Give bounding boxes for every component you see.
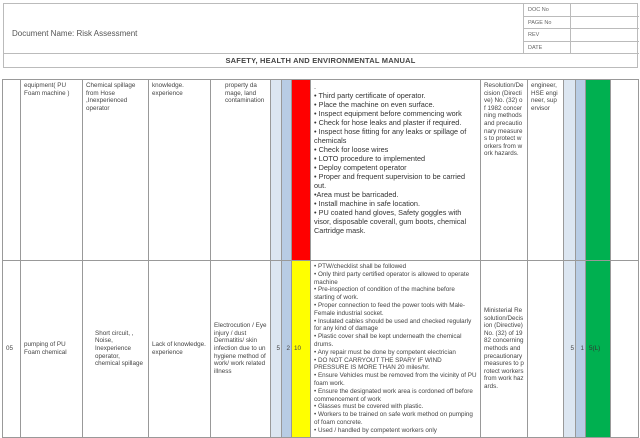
consequence-cell: Electrocution / Eye injury / dust Dermatitis/ skin infection due to un hygiene method of work/ work related illness: [211, 261, 271, 438]
likelihood-cell: 2: [282, 261, 292, 438]
date-field: DATE: [523, 42, 639, 55]
control-measure: • Inspect hose fitting for any leaks or spillage of chemicals: [314, 127, 467, 145]
remarks-cell: [611, 261, 639, 438]
residual-risk-cell: 5(L): [586, 261, 611, 438]
consequence-cell: property da mage, land contamination: [211, 80, 271, 261]
control-measure: • Check for hose leaks and plaster if required.: [314, 118, 462, 127]
residual-severity-cell: 5: [564, 261, 576, 438]
manual-title: SAFETY, HEALTH AND ENVIRONMENTAL MANUAL: [3, 53, 638, 68]
control-measure: • Any repair must be done by competent electrician: [314, 348, 456, 356]
activity-cell: pumping of PU Foam chemical: [21, 261, 83, 438]
risk-table: [2, 79, 639, 438]
table-row: [3, 80, 639, 261]
responsible-cell: [528, 261, 564, 438]
control-measure: • LOTO procedure to implemented: [314, 154, 426, 163]
responsible-cell: engineer, HSE engineer, supervisor: [528, 80, 564, 261]
remarks-cell: [611, 80, 639, 261]
hazard-cell: Short circuit, , Noise, Inexperience operator, chemical spillage: [83, 261, 149, 438]
table-row: [3, 261, 639, 438]
control-measure: • Install machine in safe location.: [314, 199, 420, 208]
cause-cell: Lack of knowledge. experience: [149, 261, 211, 438]
doc-no-field: DOC No: [523, 4, 639, 17]
control-measure: •Area must be barricaded.: [314, 190, 399, 199]
control-measure: .: [314, 82, 317, 91]
control-measure: • Ensure the designated work area is cordoned off before commencement of work: [314, 387, 473, 403]
cause-cell: knowledge. experience: [149, 80, 211, 261]
control-measure: • PTW/checklist shall be followed: [314, 263, 407, 270]
page-no-field: PAGE No: [523, 17, 639, 30]
residual-likelihood-cell: [576, 80, 586, 261]
hazard-cell: Chemical spillage from Hose ,Inexperienced operator: [83, 80, 149, 261]
residual-likelihood-cell: 1: [576, 261, 586, 438]
control-measure: • Glasses must be covered with plastic.: [314, 403, 424, 411]
control-measure: • Workers to be trained on safe work method on pumping of foam concrete.: [314, 411, 473, 426]
control-measure: • Place the machine on even surface.: [314, 100, 435, 109]
control-measure: • Pre-inspection of condition of the machine before starting of work.: [314, 286, 455, 302]
control-measure: • Used / handled by competent workers only: [314, 426, 437, 434]
risk-rating-cell: [292, 80, 311, 261]
legal-cell: Resolution/Decision (Directive) No. (32) of 1982 concerning methods and precautionary measures to protect workers from work hazards.: [481, 80, 528, 261]
control-measure: • Third party certificate of operator.: [314, 91, 426, 100]
control-measure: • Check for loose wires: [314, 145, 389, 154]
severity-cell: 5: [271, 261, 282, 438]
document-name: Document Name: Risk Assessment: [12, 29, 138, 38]
row-number: 05: [3, 261, 21, 438]
legal-cell: Ministerial Resolution/Decision (Directive) No. (32) of 1982 concerning methods and precautionary measures to protect workers from work hazards.: [481, 261, 528, 438]
controls-cell: [311, 261, 481, 438]
control-measure: • Deploy competent operator: [314, 163, 407, 172]
residual-severity-cell: [564, 80, 576, 261]
rev-field: REV: [523, 29, 639, 42]
risk-rating-cell: 10: [292, 261, 311, 438]
control-measure: • Ensure Vehicles must be removed from the vicinity of PU foam work.: [314, 372, 477, 387]
control-measure: • Proper connection to feed the power tools with Male- Female industrial socket.: [314, 301, 465, 317]
residual-risk-cell: [586, 80, 611, 261]
control-measure: • Inspect equipment before commencing work: [314, 109, 462, 118]
severity-cell: [271, 80, 282, 261]
row-number: [3, 80, 21, 261]
control-measure: • PU coated hand gloves, Safety goggles with visor, disposable coverall, gum boots, chemical Cartridge mask.: [314, 208, 467, 235]
control-measure: • Insulated cables should be used and checked regularly for any kind of damage: [314, 317, 472, 333]
control-measure: • Proper and frequent supervision to be carried out.: [314, 172, 466, 190]
likelihood-cell: [282, 80, 292, 261]
activity-cell: equipment( PU Foam machine ): [21, 80, 83, 261]
controls-cell: [311, 80, 481, 261]
control-measure: • Plastic cover shall be kept underneath the chemical drums.: [314, 333, 462, 348]
control-measure: • Only third party certified operator is allowed to operate machine: [314, 270, 470, 286]
control-measure: • DO NOT CARRYOUT THE SPARY IF WIND PRESSURE IS MORE THAN 20 miles/hr.: [314, 356, 442, 372]
